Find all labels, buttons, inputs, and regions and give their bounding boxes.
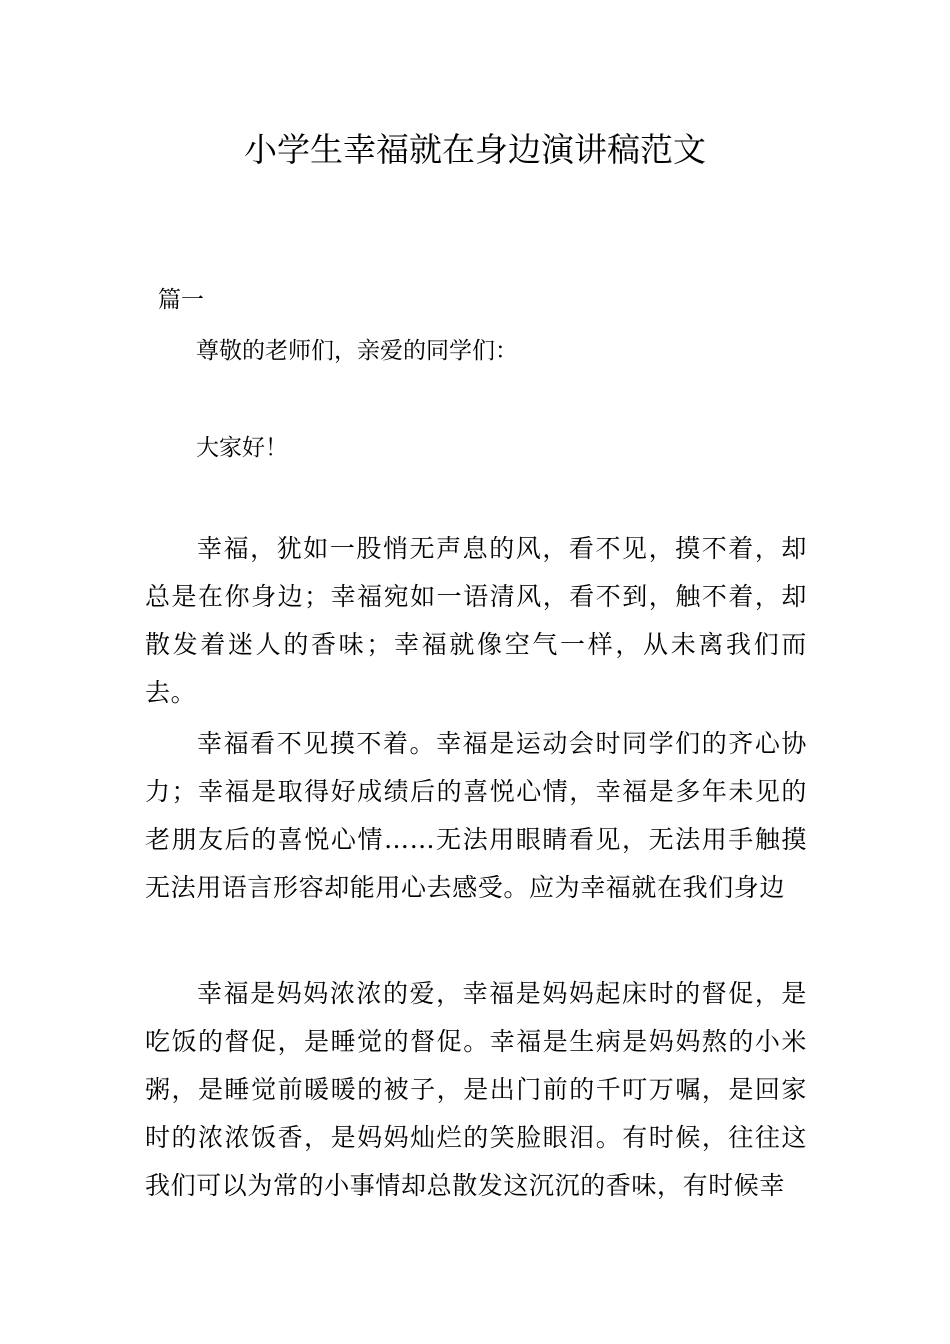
paragraph: 幸福看不见摸不着。幸福是运动会时同学们的齐心协力；幸福是取得好成绩后的喜悦心情，幸福是多年未见的老朋友后的喜悦心情……无法用眼睛看见，无法用手触摸无法用语言形容却能用心去感受。应为幸福就在我们身边 [145,729,807,902]
document-title: 小学生幸福就在身边演讲稿范文 [244,130,706,169]
section-label: 篇一 [158,287,204,313]
greeting: 大家好！ [196,435,288,461]
paragraph: 幸福是妈妈浓浓的爱，幸福是妈妈起床时的督促，是吃饭的督促，是睡觉的督促。幸福是生病是妈妈熬的小米粥，是睡觉前暖暖的被子，是出门前的千叮万嘱，是回家时的浓浓饭香，是妈妈灿烂的笑脸眼泪。有时候，往往这我们可以为常的小事情却总散发这沉沉的香味，有时候幸 [145,979,807,1200]
salutation: 尊敬的老师们，亲爱的同学们： [196,338,518,364]
paragraph: 幸福，犹如一股悄无声息的风，看不见，摸不着，却总是在你身边；幸福宛如一语清风，看不到，触不着，却散发着迷人的香味；幸福就像空气一样，从未离我们而去。 [145,534,807,707]
